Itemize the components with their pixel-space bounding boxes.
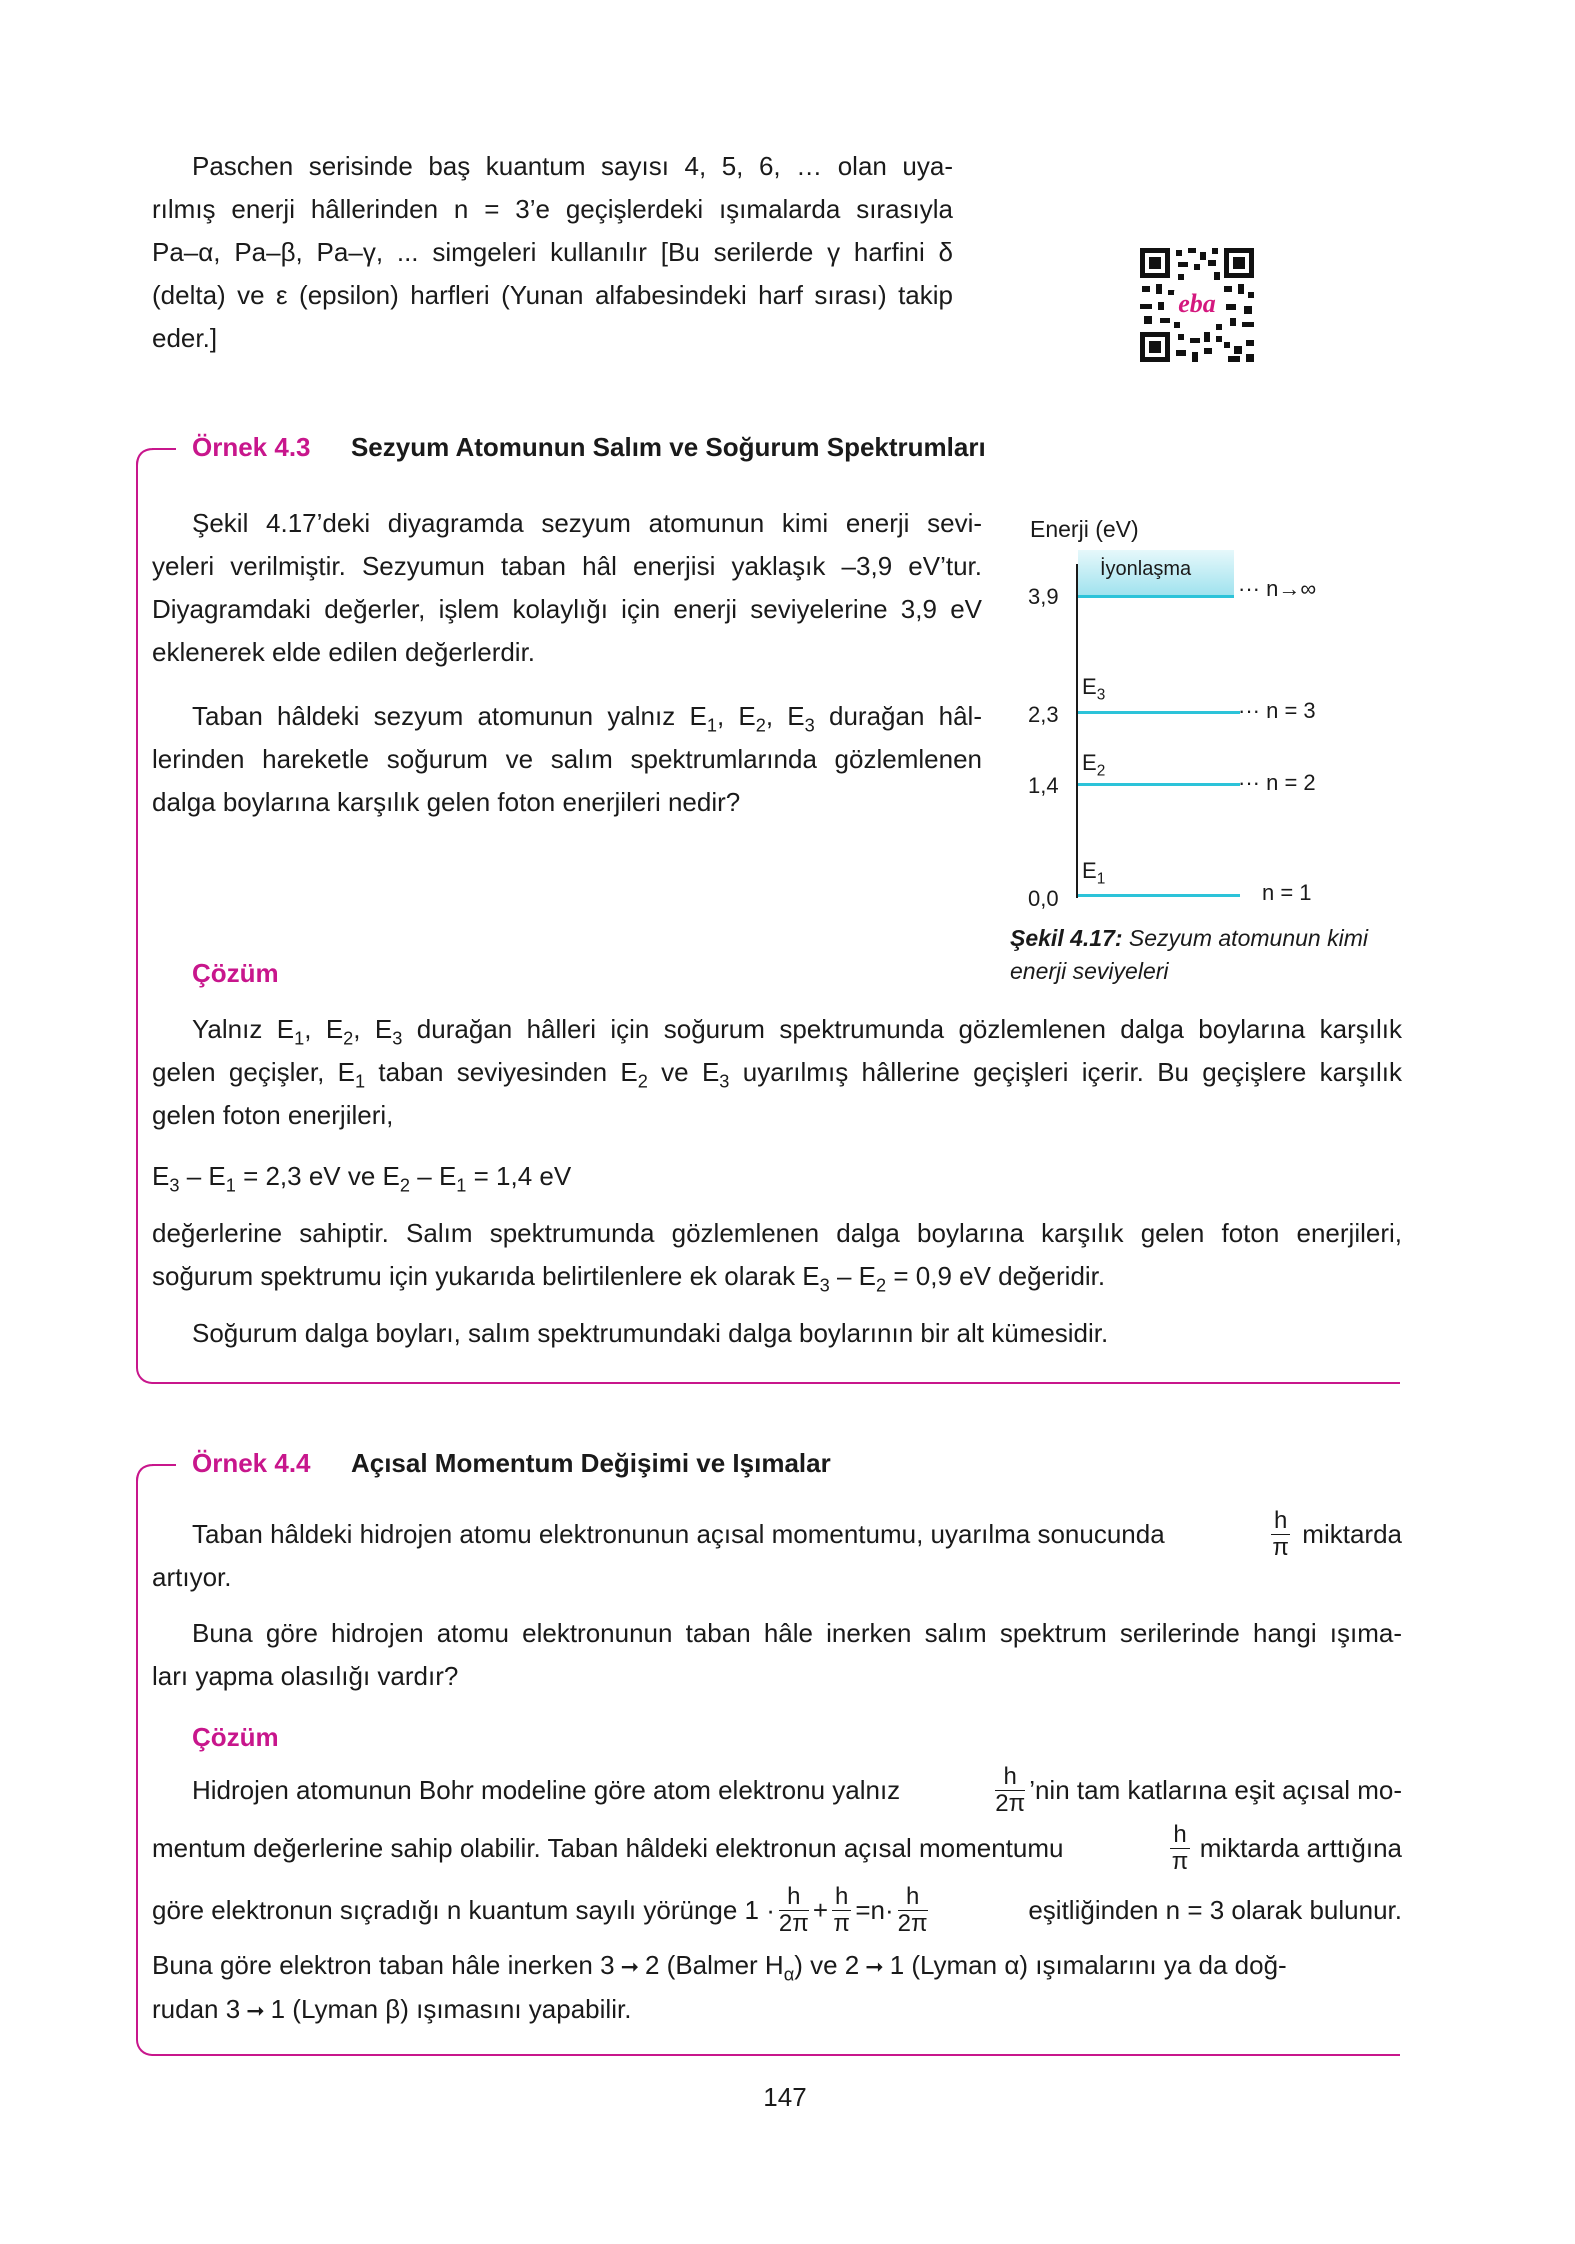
question-paragraph [152, 1612, 1402, 1698]
level-name: $E_3$ [1082, 674, 1106, 704]
example-title: Sezyum Atomunun Salım ve Soğurum Spektrumları [350, 432, 986, 462]
text-line: artıyor. [152, 1562, 232, 1592]
solution-conclusion: Soğurum dalga boyları, salım spektrumundaki dalga boylarının bir alt kümesidir. [192, 1318, 1109, 1348]
intro-line: Pa–α, Pa–β, Pa–γ, ... simgeleri kullanılır [Bu serilerde γ harfini δ [152, 237, 953, 267]
text-line: değerlerine sahiptir. Salım spektrumunda gözlemlenen dalga boylarına karşılık gelen foton enerjileri, [152, 1218, 1402, 1248]
example-header [192, 1448, 831, 1479]
intro-line: eder.] [152, 323, 218, 353]
fraction-h-over-2pi: $\frac{h}{2\pi}$ [995, 1763, 1026, 1817]
text-line: eklenerek elde edilen değerlerdir. [152, 637, 536, 667]
level-line-n2 [1078, 783, 1240, 786]
level-name: $E_2$ [1082, 750, 1106, 780]
solution-paragraph [152, 1212, 1402, 1298]
solution-paragraph [152, 1008, 1402, 1137]
intro-line: rılmış enerji hâllerinden n = 3’e geçişlerdeki ışımalarda sırasıyla [152, 194, 953, 224]
level-value: 0,0 [1028, 886, 1059, 911]
text-line: dalga boylarına karşılık gelen foton enerjileri nedir? [152, 787, 741, 817]
intro-paragraph [152, 145, 953, 360]
question-paragraph [152, 695, 982, 824]
qr-logo-text: eba [1178, 289, 1216, 318]
question-paragraph [152, 502, 982, 674]
axis-label: Enerji (eV) [1030, 516, 1139, 542]
equation-line: $E_3 - E_1 = 2,3$ eV ve $E_2 - E_1 = 1,4$ eV [152, 1161, 572, 1196]
energy-axis [1076, 564, 1078, 898]
example-header [192, 432, 986, 463]
text-line: Yalnız $E_1$, $E_2$, $E_3$ durağan hâlleri için soğurum spektrumunda gözlemlenen dalga boylarına karşılık [192, 1014, 1402, 1049]
text-line: Şekil 4.17’deki diyagramda sezyum atomunun kimi enerji sevi- [192, 508, 982, 538]
text-line: Buna göre elektron taban hâle inerken 3 ➞ 2 (Balmer $H_\alpha$) ve 2 ➞ 1 (Lyman α) ışımalarını ya da doğ- [152, 1950, 1287, 1985]
example-number: Örnek 4.3 [192, 432, 311, 462]
level-value: 1,4 [1028, 773, 1059, 798]
caption-line: Şekil 4.17: Sezyum atomunun kimi [1010, 925, 1368, 951]
page-number: 147 [763, 2082, 807, 2112]
level-line-n3 [1078, 711, 1240, 714]
solution-label: Çözüm [192, 958, 279, 988]
box-corner [136, 1464, 156, 1484]
text-line: Taban hâldeki hidrojen atomu elektronunun açısal momentumu, uyarılma sonucunda $\frac{h}{\pi}$ miktarda [192, 1507, 1402, 1561]
fraction-h-over-pi: $\frac{h}{\pi}$ [1272, 1507, 1289, 1561]
text-line: rudan 3 ➞ 1 (Lyman β) ışımasını yapabilir. [152, 1994, 632, 2024]
text-line: Buna göre hidrojen atomu elektronunun taban hâle inerken salım spektrum serilerinde hangi ışıma- [192, 1618, 1402, 1648]
level-line-ionization [1078, 595, 1234, 598]
fraction-h-over-pi: $\frac{h}{\pi}$ [1171, 1821, 1189, 1875]
energy-diagram [1020, 508, 1400, 918]
level-state: n = 1 [1262, 880, 1312, 905]
text-line: mentum değerlerine sahip olabilir. Taban hâldeki elektronun açısal momentumu $\frac{h}{\pi}$ miktarda arttığına [152, 1821, 1402, 1875]
example-title: Açısal Momentum Değişimi ve Işımalar [350, 1448, 831, 1478]
fraction-h-over-2pi: $\frac{h}{2\pi}$ [778, 1883, 809, 1937]
figure-caption [1010, 922, 1410, 988]
fraction-h-over-2pi: $\frac{h}{2\pi}$ [897, 1883, 928, 1937]
text-line: soğurum spektrumu için yukarıda belirtilenlere ek olarak $E_3 - E_2 = 0,9$ eV değeridir. [152, 1261, 1106, 1296]
level-state: ··· n = 3 [1238, 698, 1316, 723]
text-line: Diyagramdaki değerler, işlem kolaylığı için enerji seviyelerine 3,9 eV [152, 594, 982, 624]
arrow-icon: ➞ [620, 1954, 639, 1979]
intro-line: Paschen serisinde baş kuantum sayısı 4, 5, 6, … olan uya- [192, 151, 953, 181]
level-name: $E_1$ [1082, 858, 1106, 888]
level-state: ··· n = 2 [1238, 770, 1316, 795]
text-line: göre elektronun sıçradığı n kuantum sayılı yörünge 1 · $\frac{h}{2\pi}$ + $\frac{h}{\pi}$ =n· $\frac{h}{2\pi}$ eşitliğinden n = 3 olarak bulunur. [152, 1883, 1402, 1937]
box-corner [136, 448, 156, 468]
text-line: ları yapma olasılığı vardır? [152, 1661, 459, 1691]
level-line-n1 [1078, 894, 1240, 897]
caption-line: enerji seviyeleri [1010, 958, 1169, 984]
text-line: lerinden hareketle soğurum ve salım spektrumlarında gözlemlenen [152, 744, 982, 774]
level-value: 3,9 [1028, 584, 1059, 609]
arrow-icon: ➞ [246, 1998, 265, 2023]
text-line: yeleri verilmiştir. Sezyumun taban hâl enerjisi yaklaşık –3,9 eV’tur. [152, 551, 982, 581]
qr-code[interactable] [1138, 246, 1256, 364]
fraction-h-over-pi: $\frac{h}{\pi}$ [833, 1883, 850, 1937]
text-line: Hidrojen atomunun Bohr modeline göre atom elektronu yalnız $\frac{h}{2\pi}$ ’nin tam katlarına eşit açısal mo- [192, 1763, 1402, 1817]
level-value: 2,3 [1028, 702, 1059, 727]
ionization-label: İyonlaşma [1100, 558, 1192, 580]
text-line: Taban hâldeki sezyum atomunun yalnız $E_1$, $E_2$, $E_3$ durağan hâl- [192, 701, 982, 736]
intro-line: (delta) ve ε (epsilon) harfleri (Yunan alfabesindeki harf sırası) takip [152, 280, 953, 310]
level-state: ··· n→∞ [1238, 576, 1317, 601]
example-number: Örnek 4.4 [192, 1448, 311, 1478]
arrow-icon: ➞ [865, 1954, 884, 1979]
text-line: gelen geçişler, $E_1$ taban seviyesinden $E_2$ ve $E_3$ uyarılmış hâllerine geçişleri içerir. Bu geçişlere karşılık [152, 1057, 1403, 1092]
solution-label: Çözüm [192, 1722, 279, 1752]
text-line: gelen foton enerjileri, [152, 1100, 394, 1130]
